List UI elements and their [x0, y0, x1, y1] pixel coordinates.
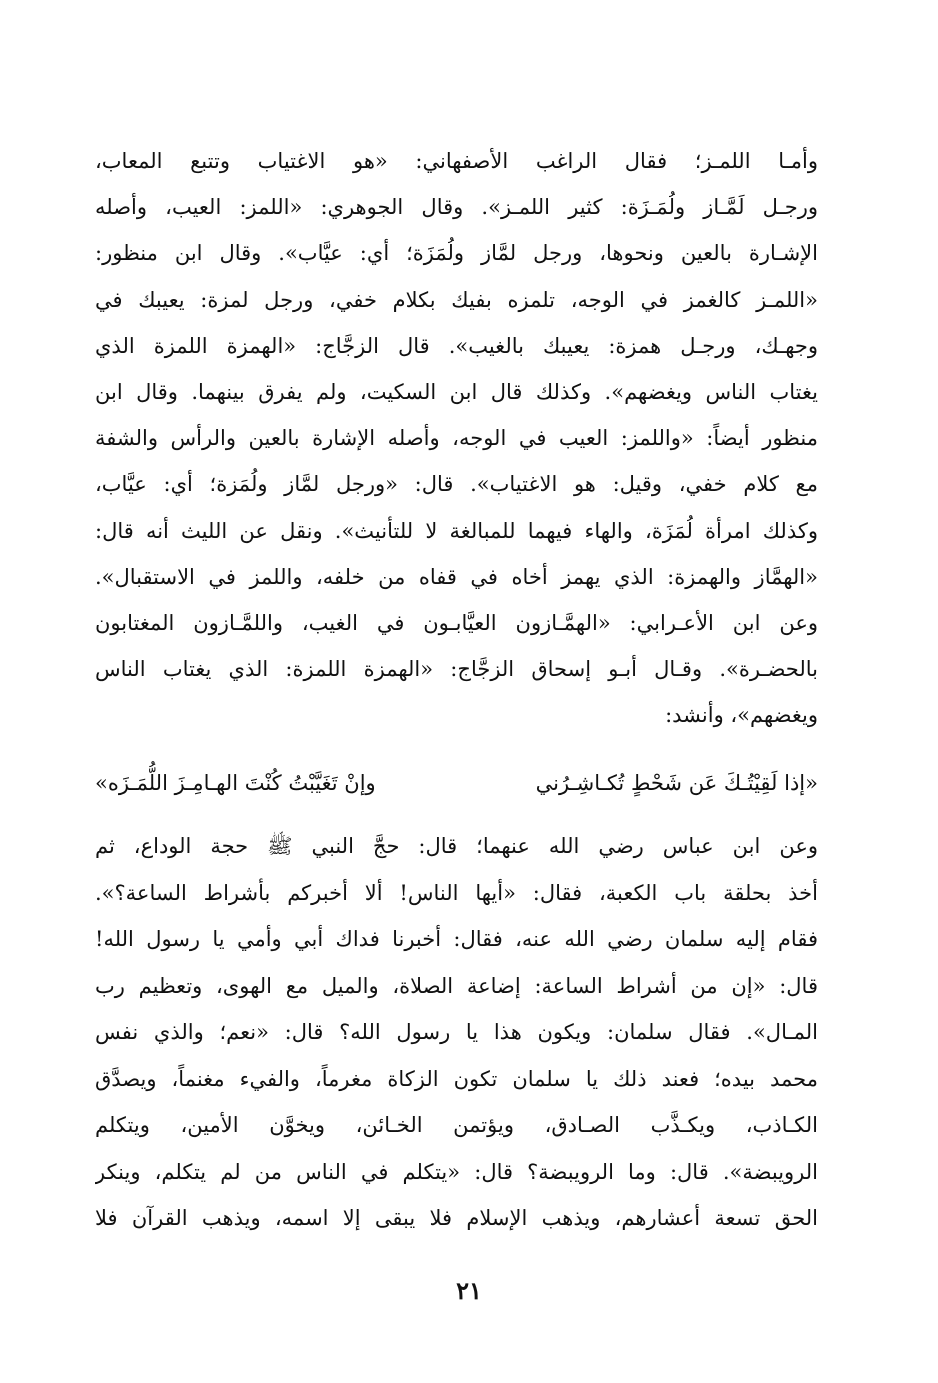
paragraph-lamz-definitions [95, 138, 818, 738]
text-line: منظور أيضاً: «واللمز: العيب في الوجه، وأصله الإشارة بالعين والرأس والشفة [95, 426, 818, 451]
text-line: الرويبضة». قال: وما الرويبضة؟ قال: «يتكلم في الناس من لم يتكلم، وينكر [95, 1159, 818, 1184]
poetry-verse [95, 760, 818, 806]
text-line: وكذلك امرأة لُمَزَة، والهاء فيهما للمبالغة لا للتأنيث». ونقل عن الليث أنه قال: [95, 518, 818, 543]
text-line: «الهمَّاز والهمزة: الذي يهمز أخاه في قفاه من خلفه، واللمز في الاستقبال». [95, 564, 818, 589]
text-line: ويغضهم»، وأنشد: [665, 703, 818, 728]
text-line: المـال». فقال سلمان: ويكون هذا يا رسول الله؟ قال: «نعم؛ والذي نفس [95, 1020, 818, 1044]
text-line: يغتاب الناس ويغضهم». وكذلك قال ابن السكيت، ولم يفرق بينهما. وقال ابن [95, 379, 818, 404]
text-line: وأمـا اللمـز؛ فقال الراغب الأصفهاني: «هو الاغتياب وتتبع المعاب، [95, 149, 818, 173]
text-line: الحق تسعة أعشارهم، ويذهب الإسلام فلا يبقى إلا اسمه، ويذهب القرآن فلا [95, 1206, 818, 1230]
text-line: أخذ بحلقة باب الكعبة، فقال: «أيها الناس! ألا أخبركم بأشراط الساعة؟». [95, 880, 818, 905]
text-line: وعن ابن عباس رضي الله عنهما؛ قال: حجَّ النبي ﷺ حجة الوداع، ثم [95, 834, 818, 858]
verse-first-hemistich: «إذا لَقِيْتُـكَ عَن شَحْطٍ تُكـاشِـرُني [535, 771, 818, 795]
page-number: ٢١ [456, 1276, 482, 1305]
text-line: الإشـارة بالعين ونحوها، ورجل لمَّاز ولُمَزَة؛ أي: عيَّاب». وقال ابن منظور: [95, 241, 818, 266]
text-line: وجهـك، ورجـل همزة: يعيبك بالغيب». قال الزجَّاج: «الهمزة اللمزة الذي [95, 333, 818, 358]
verse-second-hemistich: وإنْ تَغَيَّبْتُ كُنْتَ الهـامِـزَ اللُّمَـزَه» [95, 771, 376, 795]
text-line: «اللمـز كالغمز في الوجه، تلمزه بفيك بكلام خفي، ورجل لمزة: يعيبك في [95, 287, 818, 312]
text-line: بالحضـرة». وقـال أبـو إسحاق الزجَّاج: «الهمزة اللمزة: الذي يغتاب الناس [95, 657, 818, 682]
text-line: ورجـل لَمَّـاز ولُمَـزَة: كثير اللمـز». وقال الجوهري: «اللمز: العيب، وأصله [95, 195, 818, 220]
text-line: مع كلام خفي، وقيل: هو الاغتياب». قال: «ورجل لمَّاز ولُمَزة؛ أي: عيَّاب، [95, 472, 818, 497]
text-line: الكـاذب، ويكـذَّب الصـادق، ويؤتمن الخـائن، ويخوَّن الأمين، ويتكلم [95, 1113, 818, 1137]
text-line: وعن ابن الأعـرابي: «الهمَّـازون العيَّابـون في الغيب، واللمَّـازون المغتابون [95, 610, 818, 635]
text-line: قال: «إن من أشراط الساعة: إضاعة الصلاة، والميل مع الهوى، وتعظيم رب [95, 973, 818, 998]
paragraph-hadith-ibn-abbas [95, 823, 818, 1242]
text-line: فقام إليه سلمان رضي الله عنه، فقال: أخبرنا فداك أبي وأمي يا رسول الله! [95, 927, 818, 951]
text-line: محمد بيده؛ فعند ذلك يا سلمان تكون الزكاة مغرماً، والفيء مغنماً، ويصدَّق [95, 1066, 818, 1091]
